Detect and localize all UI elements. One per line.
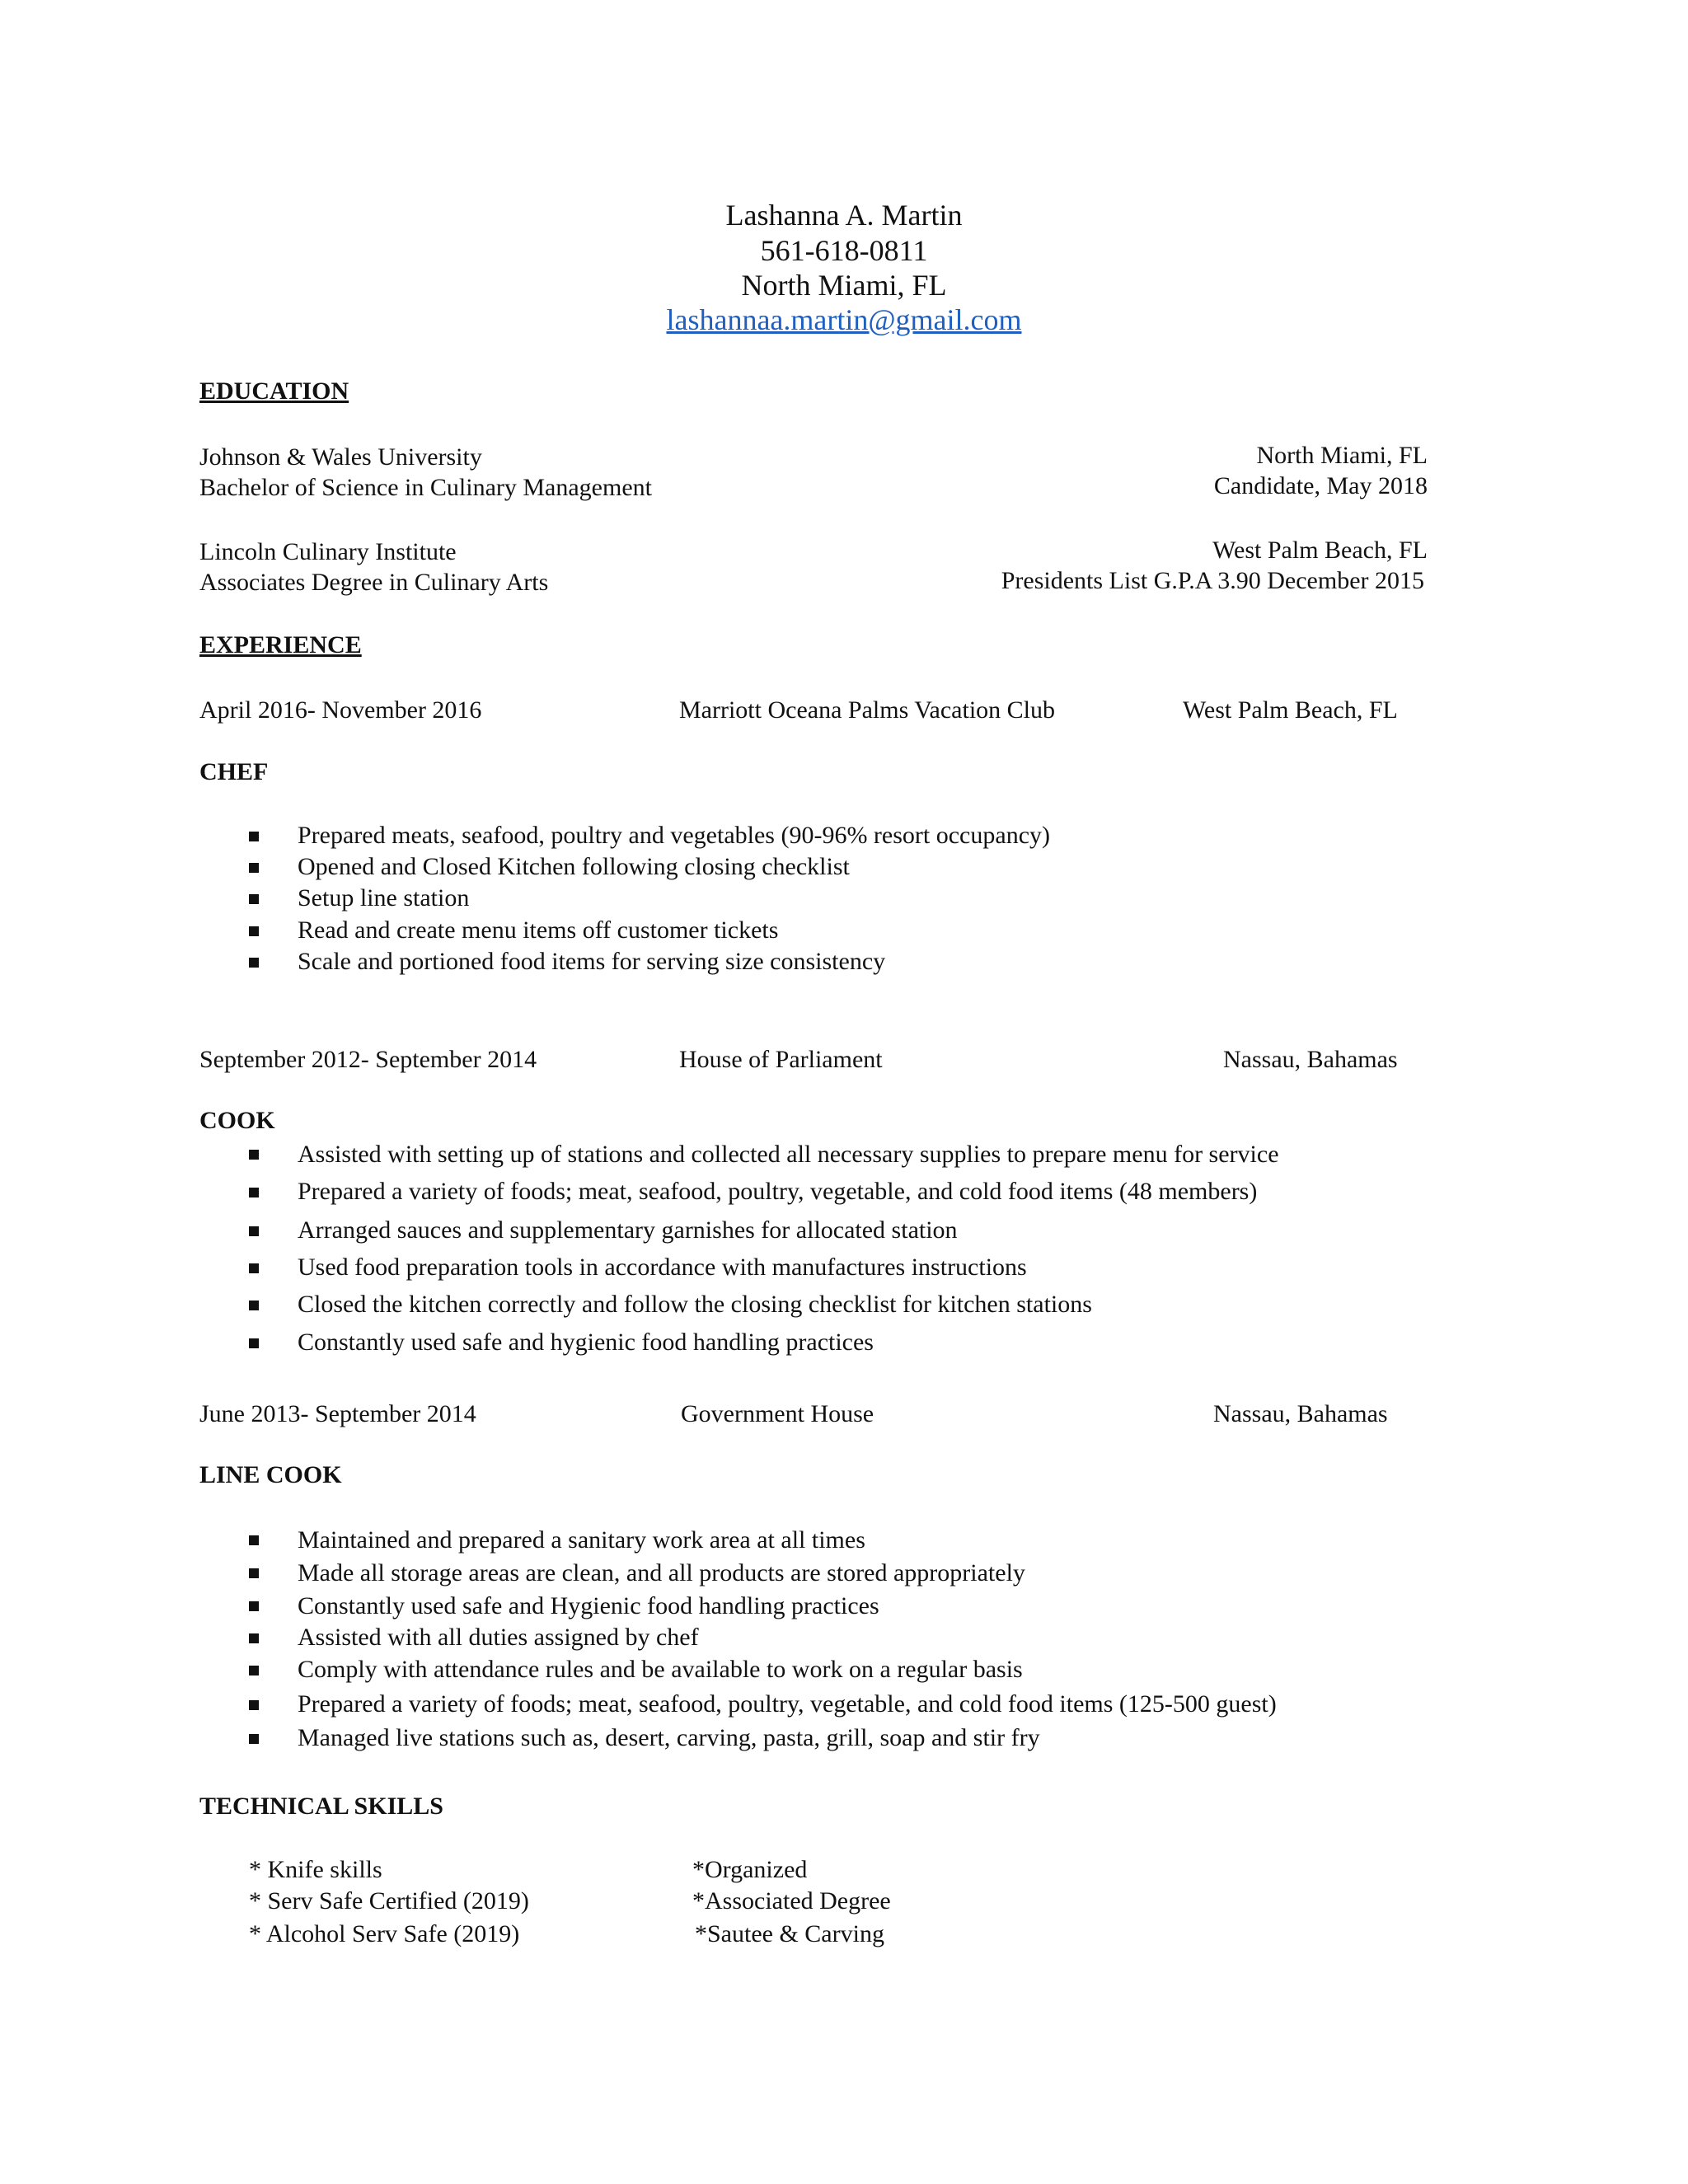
bullet-marker xyxy=(249,1666,259,1675)
skill-item: * Knife skills xyxy=(249,1856,382,1883)
job-bullet: Made all storage areas are clean, and all products are stored appropriately xyxy=(298,1559,1025,1586)
bullet-marker xyxy=(249,926,259,936)
bullet-marker xyxy=(249,1263,259,1273)
job-bullet: Constantly used safe and Hygienic food handling practices xyxy=(298,1592,879,1619)
experience-heading: EXPERIENCE xyxy=(199,631,362,658)
bullet-marker xyxy=(249,958,259,968)
school-name: Lincoln Culinary Institute xyxy=(199,538,457,565)
skill-item: *Organized xyxy=(692,1856,808,1883)
email-line xyxy=(0,302,1688,337)
education-heading: EDUCATION xyxy=(199,377,349,405)
skill-item: *Associated Degree xyxy=(692,1887,891,1915)
bullet-marker xyxy=(249,1188,259,1197)
job-bullet: Scale and portioned food items for serving size consistency xyxy=(298,948,886,975)
bullet-marker xyxy=(249,894,259,904)
candidate-location: North Miami, FL xyxy=(741,269,947,302)
bullet-marker xyxy=(249,1633,259,1643)
school-location: North Miami, FL xyxy=(1256,442,1428,469)
job-employer: House of Parliament xyxy=(679,1046,883,1073)
job-title: COOK xyxy=(199,1107,275,1134)
job-dates: April 2016- November 2016 xyxy=(199,696,482,724)
job-bullet: Used food preparation tools in accordance with manufactures instructions xyxy=(298,1254,1027,1281)
job-dates: June 2013- September 2014 xyxy=(199,1400,476,1427)
job-bullet: Setup line station xyxy=(298,884,470,912)
bullet-marker xyxy=(249,832,259,841)
school-name: Johnson & Wales University xyxy=(199,443,482,471)
job-dates: September 2012- September 2014 xyxy=(199,1046,537,1073)
school-location: West Palm Beach, FL xyxy=(1212,537,1428,564)
skill-item: * Alcohol Serv Safe (2019) xyxy=(249,1920,520,1947)
degree-detail: Candidate, May 2018 xyxy=(1213,472,1428,499)
bullet-marker xyxy=(249,1338,259,1348)
degree-name: Associates Degree in Culinary Arts xyxy=(199,569,549,596)
job-bullet: Constantly used safe and hygienic food handling practices xyxy=(298,1329,874,1356)
job-employer: Government House xyxy=(681,1400,874,1427)
bullet-marker xyxy=(249,1734,259,1744)
job-bullet: Comply with attendance rules and be available to work on a regular basis xyxy=(298,1656,1023,1683)
skill-item: *Sautee & Carving xyxy=(695,1920,884,1947)
job-bullet: Prepared a variety of foods; meat, seafood, poultry, vegetable, and cold food items (48 members) xyxy=(298,1178,1258,1205)
job-bullet: Read and create menu items off customer tickets xyxy=(298,916,779,944)
job-bullet: Assisted with all duties assigned by chef xyxy=(298,1624,699,1651)
job-employer: Marriott Oceana Palms Vacation Club xyxy=(679,696,1056,724)
email-link[interactable]: lashannaa.martin@gmail.com xyxy=(666,303,1022,336)
job-bullet: Closed the kitchen correctly and follow the closing checklist for kitchen stations xyxy=(298,1291,1092,1318)
job-bullet: Opened and Closed Kitchen following closing checklist xyxy=(298,853,850,880)
degree-detail: Presidents List G.P.A 3.90 December 2015 xyxy=(1001,567,1424,594)
bullet-marker xyxy=(249,863,259,873)
skill-item: * Serv Safe Certified (2019) xyxy=(249,1887,529,1915)
skills-heading: TECHNICAL SKILLS xyxy=(199,1793,443,1820)
bullet-marker xyxy=(249,1535,259,1545)
bullet-marker xyxy=(249,1226,259,1236)
job-bullet: Prepared a variety of foods; meat, seafood, poultry, vegetable, and cold food items (125-500 guest) xyxy=(298,1690,1277,1718)
job-bullet: Prepared meats, seafood, poultry and vegetables (90-96% resort occupancy) xyxy=(298,822,1050,849)
bullet-marker xyxy=(249,1601,259,1611)
job-title: CHEF xyxy=(199,758,269,785)
job-bullet: Managed live stations such as, desert, carving, pasta, grill, soap and stir fry xyxy=(298,1724,1040,1751)
candidate-name: Lashanna A. Martin xyxy=(725,199,963,232)
job-bullet: Arranged sauces and supplementary garnishes for allocated station xyxy=(298,1216,958,1244)
bullet-marker xyxy=(249,1568,259,1578)
job-location: Nassau, Bahamas xyxy=(1213,1400,1388,1427)
bullet-marker xyxy=(249,1700,259,1710)
phone-number: 561-618-0811 xyxy=(760,234,928,267)
job-bullet: Assisted with setting up of stations and collected all necessary supplies to prepare menu for service xyxy=(298,1141,1279,1168)
job-title: LINE COOK xyxy=(199,1461,342,1488)
job-location: Nassau, Bahamas xyxy=(1223,1046,1398,1073)
bullet-marker xyxy=(249,1150,259,1160)
job-bullet: Maintained and prepared a sanitary work area at all times xyxy=(298,1526,865,1554)
degree-name: Bachelor of Science in Culinary Management xyxy=(199,474,652,501)
bullet-marker xyxy=(249,1301,259,1310)
job-location: West Palm Beach, FL xyxy=(1183,696,1398,724)
